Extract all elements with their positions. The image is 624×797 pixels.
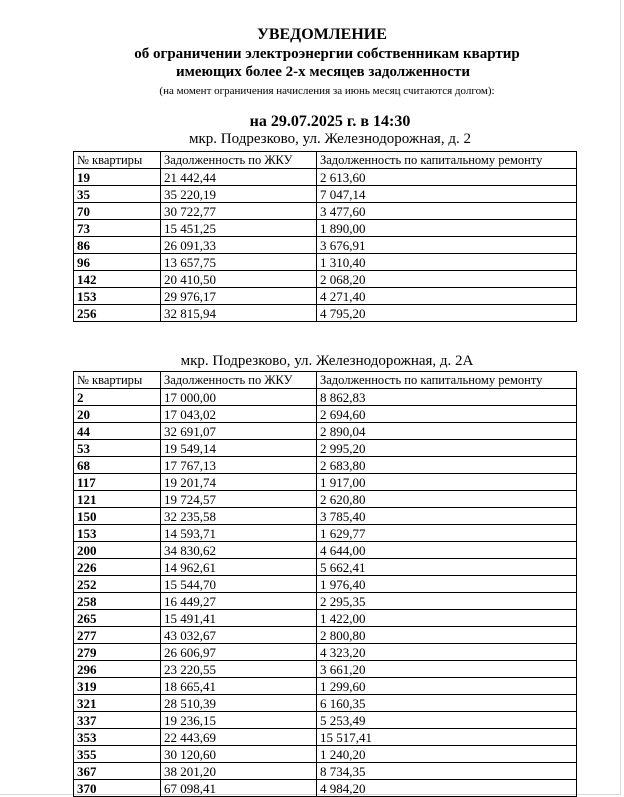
repair-debt-cell: 2 800,80 (317, 627, 577, 644)
housing-debt-cell: 26 091,33 (161, 237, 317, 254)
repair-debt-cell: 2 295,35 (317, 593, 577, 610)
apartment-number: 153 (74, 525, 161, 542)
apartment-number: 70 (74, 203, 161, 220)
housing-debt-cell: 17 767,13 (161, 457, 317, 474)
repair-debt-cell: 4 984,20 (317, 780, 577, 797)
apartment-number: 258 (74, 593, 161, 610)
apartment-number: 19 (74, 169, 161, 186)
debt-table-2 (73, 371, 577, 797)
apartment-number: 200 (74, 542, 161, 559)
housing-debt-cell: 23 220,55 (161, 661, 317, 678)
notice-datetime: на 29.07.2025 г. в 14:30 (249, 113, 411, 130)
apartment-number: 337 (74, 712, 161, 729)
repair-debt-cell: 1 240,20 (317, 746, 577, 763)
apartment-number: 256 (74, 305, 161, 322)
housing-debt-cell: 16 449,27 (161, 593, 317, 610)
repair-debt-cell: 1 629,77 (317, 525, 577, 542)
column-header-apartment: № квартиры (74, 152, 161, 169)
apartment-number: 321 (74, 695, 161, 712)
table-row (74, 712, 577, 729)
repair-debt-cell: 7 047,14 (317, 186, 577, 203)
repair-debt-cell: 2 613,60 (317, 169, 577, 186)
apartment-number: 86 (74, 237, 161, 254)
repair-debt-cell: 8 862,83 (317, 389, 577, 406)
column-header-repair-debt: Задолженность по капитальному ремонту (317, 152, 577, 169)
table-row (74, 474, 577, 491)
table-row (74, 491, 577, 508)
repair-debt-cell: 1 299,60 (317, 678, 577, 695)
apartment-number: 367 (74, 763, 161, 780)
housing-debt-cell: 28 510,39 (161, 695, 317, 712)
apartment-number: 370 (74, 780, 161, 797)
table-row (74, 254, 577, 271)
table-row (74, 746, 577, 763)
table-row (74, 542, 577, 559)
repair-debt-cell: 1 917,00 (317, 474, 577, 491)
apartment-number: 117 (74, 474, 161, 491)
repair-debt-cell: 3 676,91 (317, 237, 577, 254)
debt-table-1-body (74, 169, 577, 322)
debt-table-1 (73, 151, 577, 322)
housing-debt-cell: 67 098,41 (161, 780, 317, 797)
apartment-number: 265 (74, 610, 161, 627)
apartment-number: 150 (74, 508, 161, 525)
housing-debt-cell: 14 593,71 (161, 525, 317, 542)
apartment-number: 121 (74, 491, 161, 508)
housing-debt-cell: 15 544,70 (161, 576, 317, 593)
repair-debt-cell: 2 694,60 (317, 406, 577, 423)
repair-debt-cell: 6 160,35 (317, 695, 577, 712)
housing-debt-cell: 19 236,15 (161, 712, 317, 729)
housing-debt-cell: 32 691,07 (161, 423, 317, 440)
repair-debt-cell: 2 995,20 (317, 440, 577, 457)
repair-debt-cell: 1 422,00 (317, 610, 577, 627)
housing-debt-cell: 20 410,50 (161, 271, 317, 288)
apartment-number: 279 (74, 644, 161, 661)
repair-debt-cell: 1 310,40 (317, 254, 577, 271)
table-row (74, 627, 577, 644)
apartment-number: 296 (74, 661, 161, 678)
repair-debt-cell: 1 976,40 (317, 576, 577, 593)
apartment-number: 20 (74, 406, 161, 423)
repair-debt-cell: 5 253,49 (317, 712, 577, 729)
table-row (74, 423, 577, 440)
housing-debt-cell: 38 201,20 (161, 763, 317, 780)
table-row (74, 186, 577, 203)
housing-debt-cell: 19 724,57 (161, 491, 317, 508)
apartment-number: 252 (74, 576, 161, 593)
table-header-row (74, 372, 577, 389)
table-row (74, 288, 577, 305)
repair-debt-cell: 4 323,20 (317, 644, 577, 661)
housing-debt-cell: 32 815,94 (161, 305, 317, 322)
repair-debt-cell: 3 477,60 (317, 203, 577, 220)
column-header-housing-debt: Задолженность по ЖКУ (161, 152, 317, 169)
housing-debt-cell: 30 120,60 (161, 746, 317, 763)
table-row (74, 678, 577, 695)
housing-debt-cell: 32 235,58 (161, 508, 317, 525)
apartment-number: 277 (74, 627, 161, 644)
repair-debt-cell: 2 683,80 (317, 457, 577, 474)
repair-debt-cell: 4 795,20 (317, 305, 577, 322)
housing-debt-cell: 35 220,19 (161, 186, 317, 203)
housing-debt-cell: 43 032,67 (161, 627, 317, 644)
apartment-number: 355 (74, 746, 161, 763)
apartment-number: 35 (74, 186, 161, 203)
notice-subtitle-line1: об ограничении электроэнергии собственникам квартир (134, 46, 520, 62)
housing-debt-cell: 29 976,17 (161, 288, 317, 305)
apartment-number: 44 (74, 423, 161, 440)
table-row (74, 389, 577, 406)
apartment-number: 353 (74, 729, 161, 746)
apartment-number: 226 (74, 559, 161, 576)
housing-debt-cell: 15 491,41 (161, 610, 317, 627)
housing-debt-cell: 22 443,69 (161, 729, 317, 746)
repair-debt-cell: 2 068,20 (317, 271, 577, 288)
table-row (74, 610, 577, 627)
apartment-number: 142 (74, 271, 161, 288)
housing-debt-cell: 21 442,44 (161, 169, 317, 186)
apartment-number: 2 (74, 389, 161, 406)
column-header-repair-debt: Задолженность по капитальному ремонту (317, 372, 577, 389)
table-row (74, 305, 577, 322)
column-header-apartment: № квартиры (74, 372, 161, 389)
repair-debt-cell: 15 517,41 (317, 729, 577, 746)
table-row (74, 203, 577, 220)
housing-debt-cell: 17 043,02 (161, 406, 317, 423)
table-row (74, 576, 577, 593)
housing-debt-cell: 15 451,25 (161, 220, 317, 237)
apartment-number: 53 (74, 440, 161, 457)
notice-note: (на момент ограничения начисления за июнь месяц считаются долгом): (159, 85, 495, 97)
table-row (74, 457, 577, 474)
housing-debt-cell: 26 606,97 (161, 644, 317, 661)
housing-debt-cell: 34 830,62 (161, 542, 317, 559)
table-row (74, 508, 577, 525)
table-row (74, 763, 577, 780)
table-row (74, 559, 577, 576)
notice-title: УВЕДОМЛЕНИЕ (257, 26, 387, 43)
apartment-number: 153 (74, 288, 161, 305)
table-row (74, 169, 577, 186)
notice-subtitle-line2: имеющих более 2-х месяцев задолженности (176, 64, 470, 80)
repair-debt-cell: 4 644,00 (317, 542, 577, 559)
housing-debt-cell: 30 722,77 (161, 203, 317, 220)
table-row (74, 220, 577, 237)
housing-debt-cell: 14 962,61 (161, 559, 317, 576)
table-row (74, 406, 577, 423)
housing-debt-cell: 19 549,14 (161, 440, 317, 457)
housing-debt-cell: 17 000,00 (161, 389, 317, 406)
repair-debt-cell: 1 890,00 (317, 220, 577, 237)
table-header-row (74, 152, 577, 169)
table-row (74, 780, 577, 797)
housing-debt-cell: 18 665,41 (161, 678, 317, 695)
repair-debt-cell: 3 661,20 (317, 661, 577, 678)
repair-debt-cell: 3 785,40 (317, 508, 577, 525)
address-heading-2: мкр. Подрезково, ул. Железнодорожная, д. 2А (180, 353, 474, 369)
apartment-number: 96 (74, 254, 161, 271)
repair-debt-cell: 2 620,80 (317, 491, 577, 508)
apartment-number: 319 (74, 678, 161, 695)
repair-debt-cell: 8 734,35 (317, 763, 577, 780)
table-row (74, 729, 577, 746)
table-row (74, 525, 577, 542)
table-row (74, 593, 577, 610)
table-row (74, 440, 577, 457)
repair-debt-cell: 2 890,04 (317, 423, 577, 440)
repair-debt-cell: 5 662,41 (317, 559, 577, 576)
table-row (74, 695, 577, 712)
table-row (74, 271, 577, 288)
repair-debt-cell: 4 271,40 (317, 288, 577, 305)
housing-debt-cell: 13 657,75 (161, 254, 317, 271)
table-row (74, 661, 577, 678)
debt-table-2-body (74, 389, 577, 797)
apartment-number: 73 (74, 220, 161, 237)
housing-debt-cell: 19 201,74 (161, 474, 317, 491)
table-row (74, 644, 577, 661)
column-header-housing-debt: Задолженность по ЖКУ (161, 372, 317, 389)
apartment-number: 68 (74, 457, 161, 474)
address-heading-1: мкр. Подрезково, ул. Железнодорожная, д. 2 (189, 131, 471, 147)
table-row (74, 237, 577, 254)
